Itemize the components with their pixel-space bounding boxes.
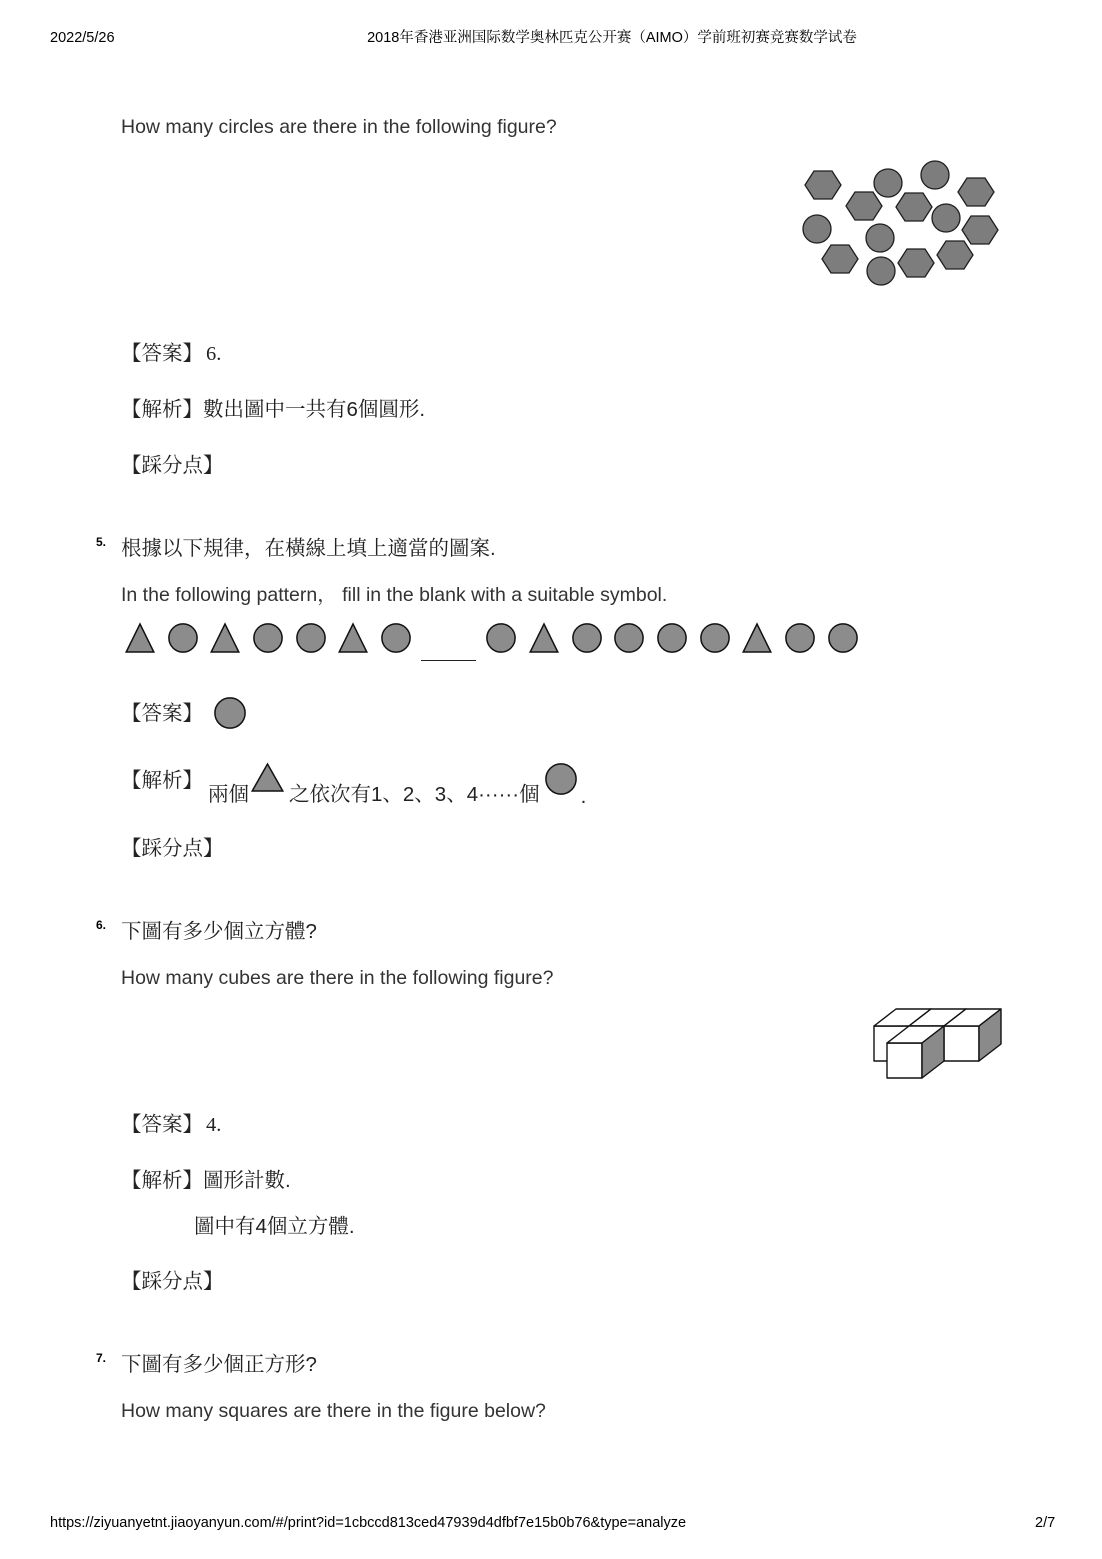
analysis-triangle-symbol: [251, 762, 284, 793]
circle-shape: [254, 624, 282, 652]
triangle-shape: [126, 624, 154, 652]
figure-circle: [867, 257, 895, 285]
analysis-label: 【解析】: [121, 398, 203, 421]
circle-shape: [615, 624, 643, 652]
analysis-text-part1: 兩個: [208, 783, 249, 806]
answer-value: 4.: [206, 1114, 222, 1136]
q4-shapes-figure: [790, 150, 1010, 295]
q4-scoring-label: 【踩分点】: [121, 454, 224, 477]
pattern-triangle-9: [529, 622, 559, 654]
analysis-text: 數出圖中一共有6個圓形.: [203, 398, 426, 421]
figure-hexagon: [896, 193, 932, 221]
q5-scoring-label: 【踩分点】: [121, 837, 224, 860]
figure-hexagon: [805, 171, 841, 199]
circle-shape: [382, 624, 410, 652]
pattern-blank: [421, 622, 476, 661]
answer-value: 6.: [206, 343, 222, 365]
q6-question-en: How many cubes are there in the following figure?: [121, 967, 554, 989]
q6-question-zh: 下圖有多少個立方體?: [121, 920, 317, 943]
figure-hexagon: [937, 241, 973, 269]
figure-circle: [874, 169, 902, 197]
pattern-circle-5: [296, 622, 326, 654]
pattern-circle-12: [657, 622, 687, 654]
pattern-triangle-6: [338, 622, 368, 654]
pattern-circle-13: [700, 622, 730, 654]
analysis-text-part2: 之依次有1、2、3、4······個: [289, 783, 540, 806]
q6-answer: [121, 1113, 221, 1137]
q6-analysis: [121, 1169, 291, 1193]
pattern-circle-8: [486, 622, 516, 654]
page-url: https://ziyuanyetnt.jiaoyanyun.com/#/print?id=1cbccd813ced47939d4dfbf7e15b0b76&type=analyze: [50, 1515, 687, 1531]
print-date: 2022/5/26: [50, 30, 115, 46]
triangle-shape: [340, 624, 368, 652]
q5-answer-label: 【答案】: [121, 702, 203, 725]
triangle-shape: [252, 764, 283, 791]
circle-shape: [572, 624, 600, 652]
circle-shape: [487, 624, 515, 652]
circle-shape: [658, 624, 686, 652]
q5-number: 5.: [96, 535, 107, 549]
triangle-shape: [212, 624, 240, 652]
q4-answer: [121, 342, 221, 366]
circle-shape: [545, 764, 575, 794]
q7-question-zh: 下圖有多少個正方形?: [121, 1353, 317, 1376]
answer-label: 【答案】: [121, 342, 203, 365]
q4-analysis: [121, 398, 425, 422]
triangle-shape: [530, 624, 558, 652]
figure-hexagon: [846, 192, 882, 220]
q5-analysis-label: 【解析】: [121, 769, 203, 792]
answer-circle-symbol: [214, 697, 246, 729]
q6-cubes-figure: [865, 1000, 1010, 1085]
circle-shape: [829, 624, 857, 652]
analysis-text-end: .: [580, 785, 587, 808]
figure-circle: [932, 204, 960, 232]
figure-hexagon: [898, 249, 934, 277]
cube-front-face: [944, 1026, 979, 1061]
q7-number: 7.: [96, 1351, 107, 1365]
pattern-circle-4: [253, 622, 283, 654]
q6-analysis-detail: 圖中有4個立方體.: [194, 1215, 355, 1238]
analysis-label: 【解析】: [121, 1169, 203, 1192]
q6-scoring-label: 【踩分点】: [121, 1270, 224, 1293]
cube-front-face: [887, 1043, 922, 1078]
pattern-triangle-1: [125, 622, 155, 654]
analysis-circle-symbol: [545, 763, 577, 795]
analysis-text: 圖形計數.: [203, 1169, 291, 1192]
page-title: 2018年香港亚洲国际数学奥林匹克公开赛（AIMO）学前班初赛竞赛数学试卷: [367, 30, 857, 46]
pattern-triangle-14: [742, 622, 772, 654]
q6-number: 6.: [96, 918, 107, 932]
pattern-circle-7: [381, 622, 411, 654]
circle-shape: [297, 624, 325, 652]
circle-shape: [215, 698, 245, 728]
answer-label: 【答案】: [121, 1113, 203, 1136]
figure-hexagon: [962, 216, 998, 244]
triangle-shape: [743, 624, 771, 652]
circle-shape: [700, 624, 728, 652]
figure-circle: [803, 215, 831, 243]
pattern-circle-10: [572, 622, 602, 654]
q7-question-en: How many squares are there in the figure below?: [121, 1400, 546, 1422]
q5-question-zh: 根據以下規律，在橫線上填上適當的圖案.: [121, 537, 496, 560]
q5-question-en: In the following pattern， fill in the blank with a suitable symbol.: [121, 584, 668, 606]
circle-shape: [786, 624, 814, 652]
figure-circle: [921, 161, 949, 189]
pattern-triangle-3: [210, 622, 240, 654]
pattern-circle-11: [614, 622, 644, 654]
q4-question-en: How many circles are there in the following figure?: [121, 116, 557, 138]
page-number: 2/7: [1035, 1515, 1056, 1531]
pattern-circle-16: [828, 622, 858, 654]
figure-hexagon: [822, 245, 858, 273]
pattern-circle-15: [785, 622, 815, 654]
circle-shape: [169, 624, 197, 652]
pattern-circle-2: [168, 622, 198, 654]
figure-circle: [866, 224, 894, 252]
q5-analysis-line: [208, 762, 586, 809]
pattern-row: [125, 622, 858, 661]
figure-hexagon: [958, 178, 994, 206]
